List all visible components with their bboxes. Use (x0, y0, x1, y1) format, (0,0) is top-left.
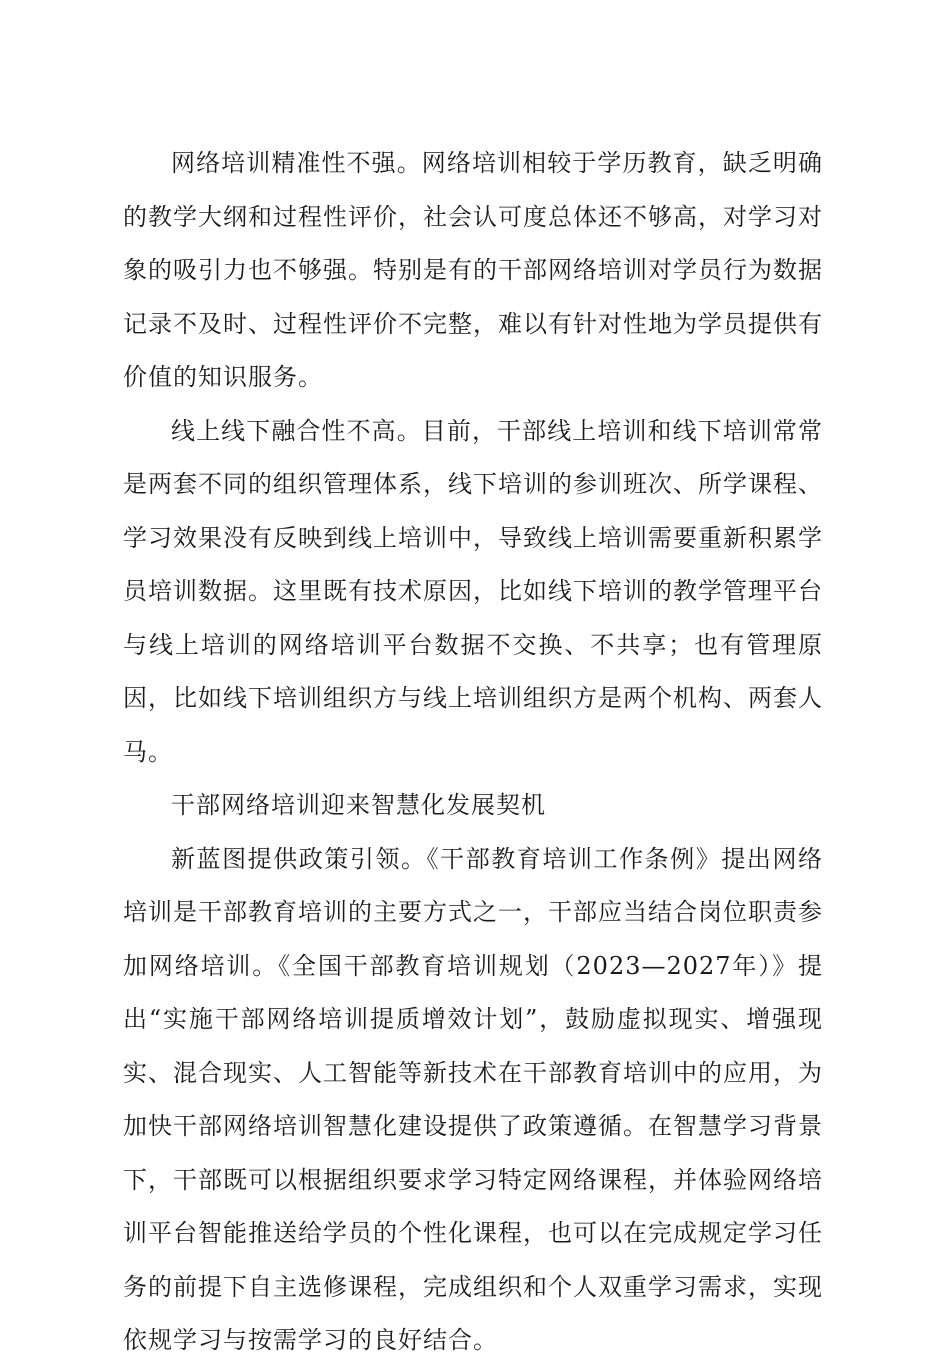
document-body (123, 137, 823, 1368)
section-heading: 干部网络培训迎来智慧化发展契机 (171, 791, 546, 819)
paragraph-network-training-precision: 网络培训精准性不强。网络培训相较于学历教育，缺乏明确的教学大纲和过程性评价，社会认可度总体还不够高，对学习对象的吸引力也不够强。特别是有的干部网络培训对学员行为数据记录不及时、过程性评价不完整，难以有针对性地为学员提供有价值的知识服务。 (123, 149, 823, 391)
paragraph-policy-guidance: 新蓝图提供政策引领。《干部教育培训工作条例》提出网络培训是干部教育培训的主要方式之一，干部应当结合岗位职责参加网络培训。《全国干部教育培训规划（2023—2027年）》提出“实施干部网络培训提质增效计划”，鼓励虚拟现实、增强现实、混合现实、人工智能等新技术在干部教育培训中的应用，为加快干部网络培训智慧化建设提供了政策遵循。在智慧学习背景下，干部既可以根据组织要求学习特定网络课程，并体验网络培训平台智能推送给学员的个性化课程，也可以在完成规定学习任务的前提下自主选修课程，完成组织和个人双重学习需求，实现依规学习与按需学习的良好结合。 (123, 844, 823, 1354)
paragraph-online-offline-integration: 线上线下融合性不高。目前，干部线上培训和线下培训常常是两套不同的组织管理体系，线下培训的参训班次、所学课程、学习效果没有反映到线上培训中，导致线上培训需要重新积累学员培训数据。这里既有技术原因，比如线下培训的教学管理平台与线上培训的网络培训平台数据不交换、不共享；也有管理原因，比如线下培训组织方与线上培训组织方是两个机构、两套人马。 (123, 416, 823, 766)
